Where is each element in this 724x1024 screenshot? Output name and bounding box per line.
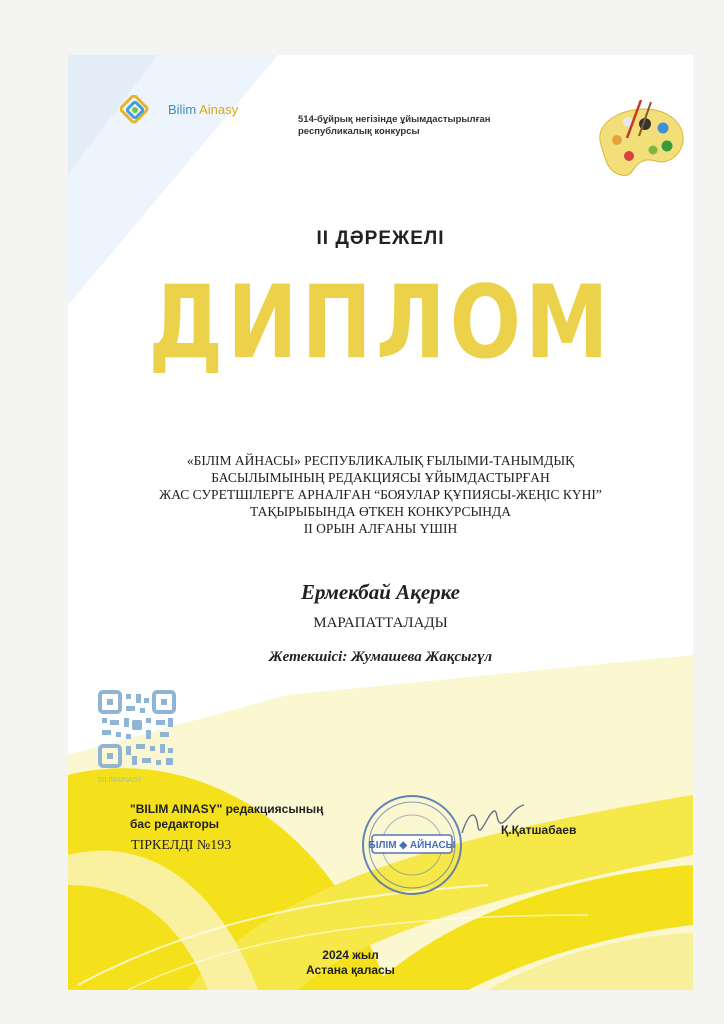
description-line: ТАҚЫРЫБЫНДА ӨТКЕН КОНКУРСЫНДА	[250, 504, 511, 519]
description-line: ЖАС СУРЕТШІЛЕРГЕ АРНАЛҒАН “БОЯУЛАР ҚҰПИЯСЫ-ЖЕҢІС КҮНІ”	[159, 487, 602, 502]
description-line: «БІЛІМ АЙНАСЫ» РЕСПУБЛИКАЛЫҚ ҒЫЛЫМИ-ТАНЫМДЫҚ	[186, 453, 575, 468]
description-line: II ОРЫН АЛҒАНЫ ҮШІН	[303, 521, 458, 536]
issue-city: Астана қаласы	[306, 963, 395, 977]
qr-caption: BILIMAINASY	[98, 777, 142, 784]
awarded-text: МАРАПАТТАЛАДЫ	[313, 615, 448, 631]
header-note: 514-бұйрық негізінде ұйымдастырылған республикалық конкурсы	[298, 114, 491, 137]
recipient-name: Ермекбай Ақерке	[300, 580, 460, 604]
official-stamp-icon	[360, 793, 464, 897]
paint-palette-icon	[593, 100, 693, 180]
editor-title	[130, 802, 323, 832]
supervisor-line: Жетекшісі: Жумашева Жақсыгүл	[268, 649, 493, 665]
award-description	[108, 452, 653, 537]
diploma-sheet	[68, 55, 693, 990]
signer-name: Қ.Қатшабаев	[501, 823, 577, 837]
degree-heading: II ДӘРЕЖЕЛІ	[316, 228, 445, 249]
registration-number: ТІРКЕЛДІ №193	[131, 838, 232, 853]
description-line: БАСЫЛЫМЫНЫҢ РЕДАКЦИЯСЫ ҰЙЫМДАСТЫРҒАН	[211, 470, 550, 485]
logo-brand-part2: Ainasy	[199, 102, 239, 117]
diploma-title: ДИПЛОМ	[148, 263, 613, 381]
logo-brand-part1: Bilim	[168, 102, 197, 117]
issue-year: 2024 жыл	[322, 948, 379, 962]
qr-code-icon	[98, 690, 176, 768]
editor-line-2: бас редакторы	[130, 817, 220, 831]
stamp-text: БІЛІМ ◆ АЙНАСЫ	[368, 840, 456, 851]
editor-line-1: "BILIM AINASY" редакциясының	[130, 802, 324, 816]
logo-brand-text	[168, 102, 238, 117]
